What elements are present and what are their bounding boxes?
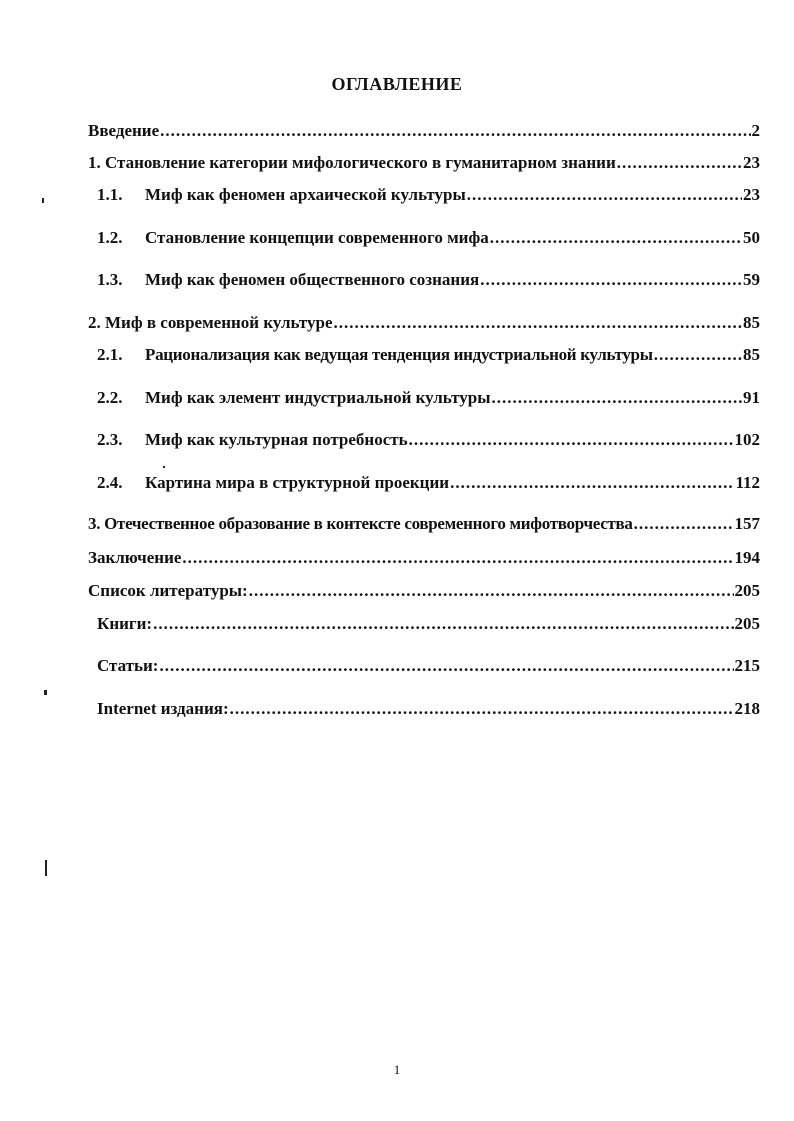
toc-entry-page: 85: [743, 313, 760, 332]
dot-leader: [333, 313, 742, 333]
toc-entry-text: 2. Миф в современной культуре: [88, 313, 333, 332]
dot-leader: [182, 548, 733, 568]
dot-leader: [159, 656, 733, 676]
toc-entry-text: Internet издания:: [97, 699, 229, 718]
toc-entry-page: 194: [734, 548, 760, 567]
toc-entry-page: 23: [743, 153, 760, 172]
dot-leader: [480, 270, 742, 290]
toc-entry-page: 102: [734, 430, 760, 449]
toc-entry-number: 2.3.: [97, 430, 123, 449]
toc-entry-text: Заключение: [88, 548, 182, 567]
toc-entry-text: Статьи:: [97, 656, 159, 675]
toc-entry[interactable]: [97, 345, 760, 365]
dot-leader: [249, 581, 734, 601]
toc-entry-number: 2.4.: [97, 473, 123, 492]
toc-entry-text: Книги:: [97, 614, 153, 633]
toc-entry-number: 1.2.: [97, 228, 123, 247]
toc-entry[interactable]: [97, 185, 760, 205]
dot-leader: [491, 388, 742, 408]
toc-entry-text: Становление концепции современного мифа: [145, 228, 489, 247]
toc-entry[interactable]: [97, 699, 760, 719]
toc-entry-text: Введение: [88, 121, 160, 140]
toc-entry-page: 112: [735, 473, 760, 492]
toc-entry-text: 3. Отечественное образование в контексте современного мифотворчества: [88, 514, 633, 533]
toc-entry[interactable]: [97, 473, 760, 493]
dot-leader: [467, 185, 742, 205]
toc-entry-text: Картина мира в структурной проекции: [145, 473, 450, 492]
toc-entry-page: 205: [734, 581, 760, 600]
toc-entry-page: 23: [743, 185, 760, 204]
toc-entry-text: Миф как феномен общественного сознания: [145, 270, 480, 289]
toc-entry[interactable]: [97, 228, 760, 248]
page-number: 1: [393, 1062, 401, 1077]
toc-entry-text: Список литературы:: [88, 581, 248, 600]
dot-leader: [490, 228, 742, 248]
toc-entry[interactable]: [88, 514, 760, 534]
toc-entry-page: 59: [743, 270, 760, 289]
toc-entry[interactable]: [88, 121, 760, 141]
toc-entry[interactable]: [88, 313, 760, 333]
toc-entry-page: 91: [743, 388, 760, 407]
dot-leader: [160, 121, 750, 141]
toc-entry-page: 50: [743, 228, 760, 247]
toc-entry[interactable]: [97, 614, 760, 634]
scan-speck: [163, 466, 165, 468]
scan-speck: [42, 198, 44, 203]
toc-entry-page: 215: [734, 656, 760, 675]
toc-entry[interactable]: [97, 388, 760, 408]
dot-leader: [409, 430, 734, 450]
toc-entry[interactable]: [88, 581, 760, 601]
scan-speck: [44, 690, 47, 695]
dot-leader: [230, 699, 734, 719]
dot-leader: [617, 153, 742, 173]
toc-entry-page: 218: [734, 699, 760, 718]
toc-entry-page: 2: [751, 121, 760, 140]
toc-entry-page: 85: [743, 345, 760, 364]
toc-entry-number: 2.1.: [97, 345, 123, 364]
toc-entry-number: 2.2.: [97, 388, 123, 407]
toc-entry-text: 1. Становление категории мифологического в гуманитарном знании: [88, 153, 616, 172]
dot-leader: [153, 614, 733, 634]
toc-entry-text: Миф как элемент индустриальной культуры: [145, 388, 491, 407]
toc-entry[interactable]: [97, 270, 760, 290]
page-title: ОГЛАВЛЕНИЕ: [331, 74, 463, 94]
scan-speck: [45, 860, 47, 876]
toc-entry[interactable]: [88, 153, 760, 173]
toc-entry-text: Миф как феномен архаической культуры: [145, 185, 466, 204]
dot-leader: [654, 345, 742, 365]
toc-entry[interactable]: [97, 430, 760, 450]
toc-entry-page: 205: [734, 614, 760, 633]
toc-entry-number: 1.3.: [97, 270, 123, 289]
toc-entry[interactable]: [88, 548, 760, 568]
dot-leader: [450, 473, 734, 493]
toc-entry-text: Миф как культурная потребность: [145, 430, 408, 449]
dot-leader: [634, 514, 734, 534]
toc-entry-number: 1.1.: [97, 185, 123, 204]
toc-entry-page: 157: [734, 514, 760, 533]
toc-entry[interactable]: [97, 656, 760, 676]
toc-entry-text: Рационализация как ведущая тенденция индустриальной культуры: [145, 345, 653, 364]
